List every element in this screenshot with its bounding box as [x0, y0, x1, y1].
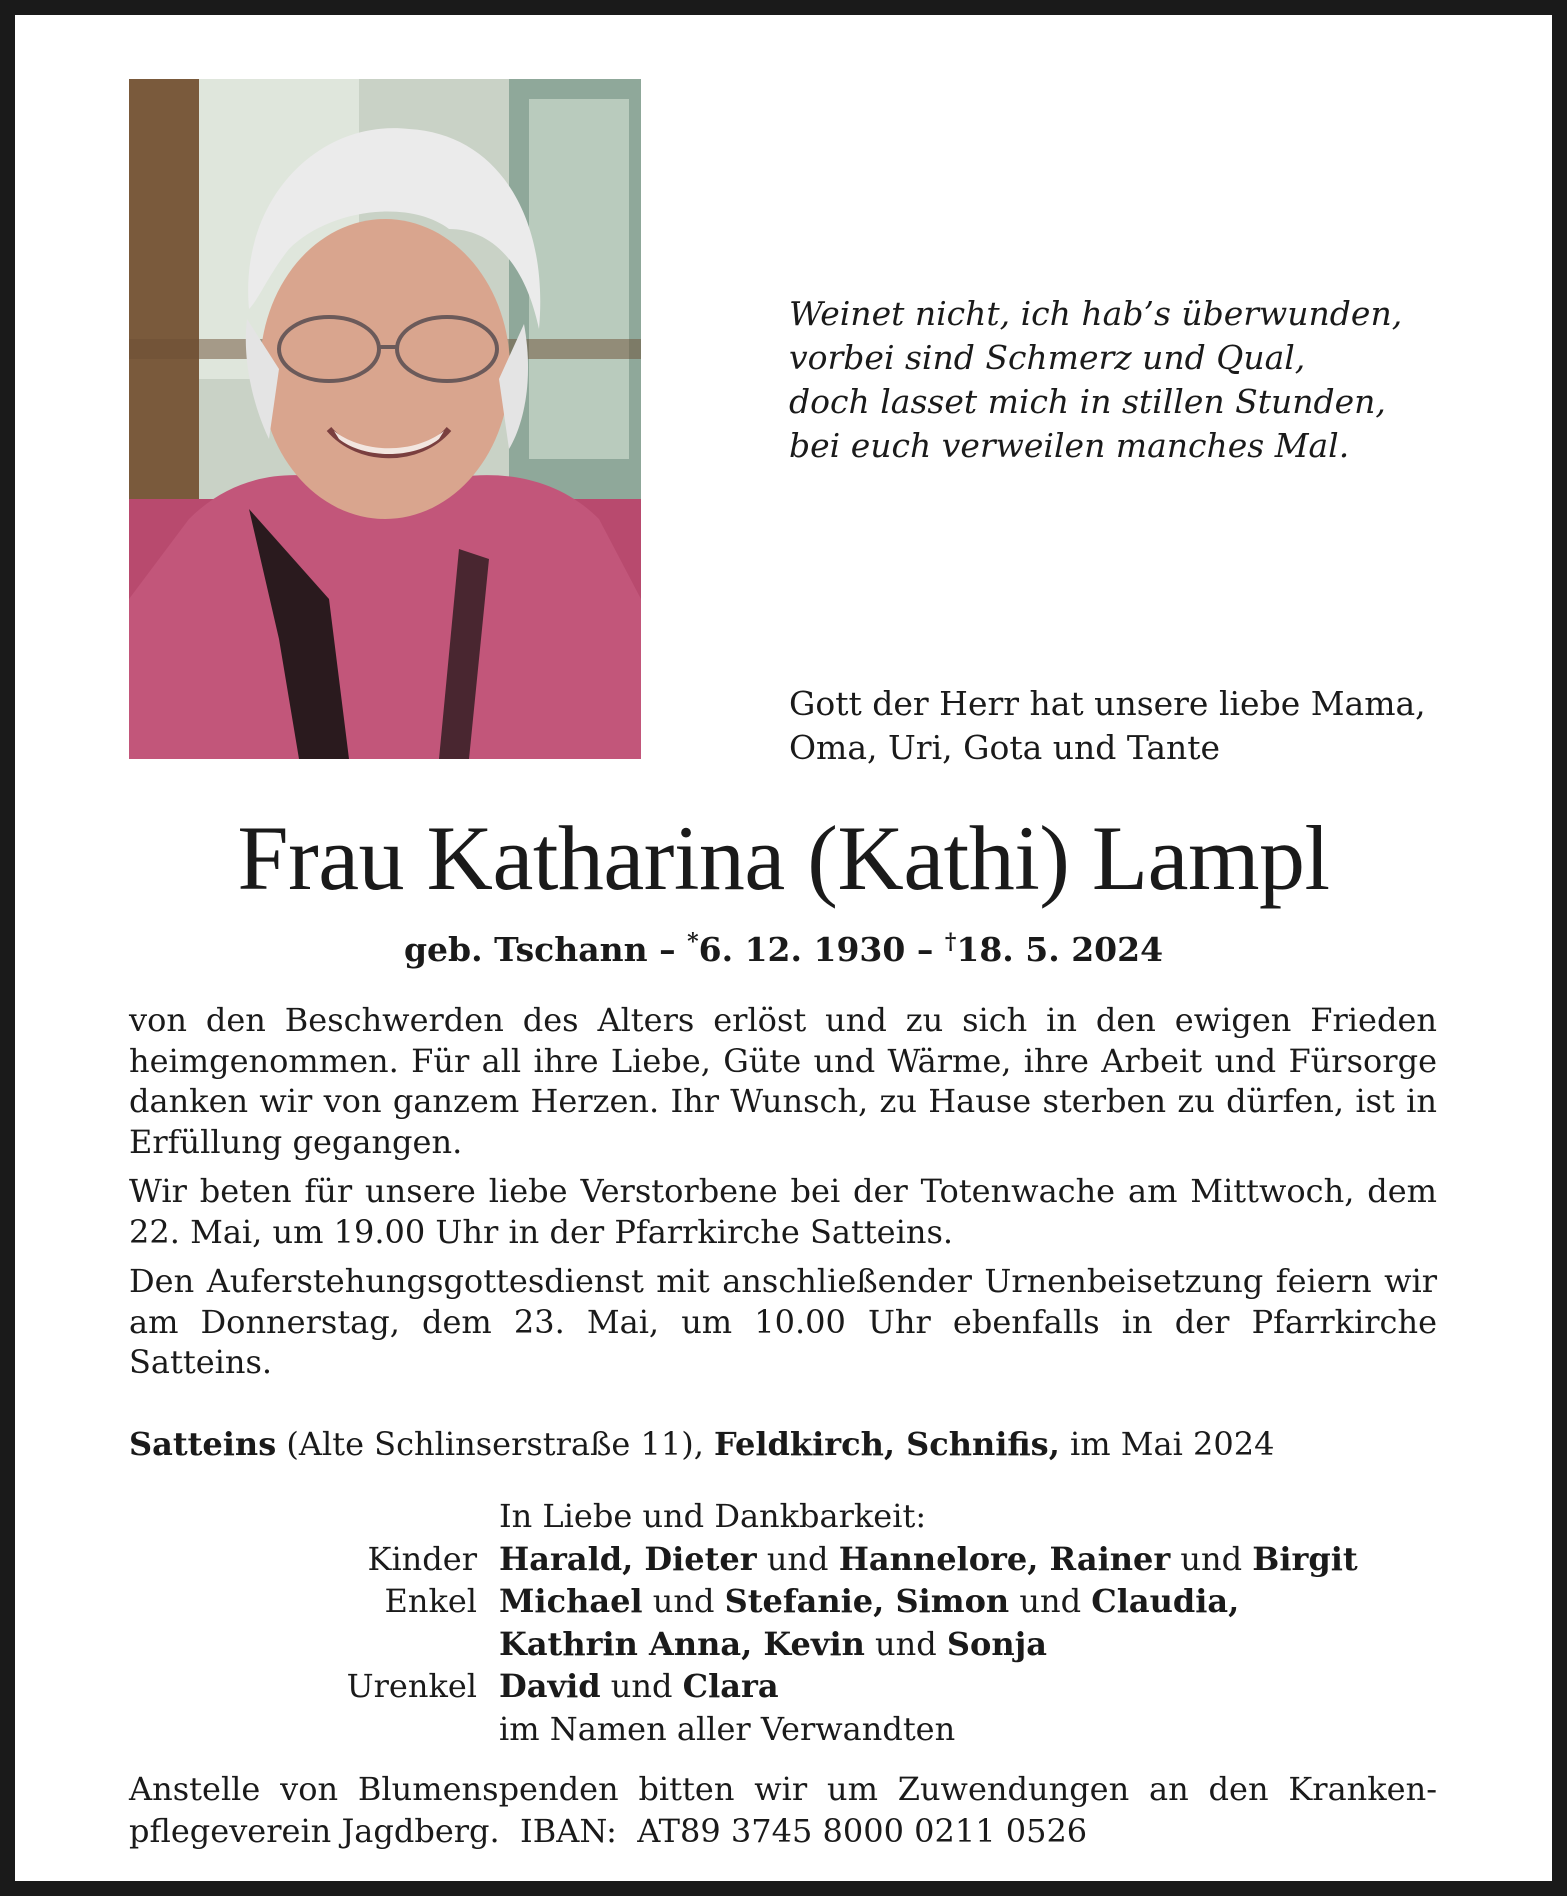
signer-names: Hannelore, Rainer [838, 1539, 1171, 1578]
conjunction: und [1019, 1582, 1082, 1620]
paragraph: von den Beschwerden des Alters erlöst und zu sich in den ewigen Frieden heimgenommen. Für all ihre Liebe, Güte und Wärme, ihre Arbeit und Fürsorge danken wir von ganzem Herzen. Ihr Wunsch, zu Hause sterben zu dürfen, ist in Erfüllung gegangen. [129, 1001, 1437, 1161]
portrait-image [129, 79, 641, 759]
signer-names: Harald, Dieter [499, 1539, 757, 1578]
poem-line: doch lasset mich in stillen Stunden, [789, 382, 1386, 421]
place-date-line [129, 1423, 1437, 1465]
relation-label: Urenkel [346, 1667, 477, 1705]
relation-label: Enkel [384, 1582, 477, 1620]
intro-line: Oma, Uri, Gota und Tante [789, 728, 1221, 767]
signer-names: David [499, 1667, 601, 1705]
conjunction: und [610, 1667, 673, 1705]
death-symbol: † [944, 929, 957, 955]
signature-row-urenkel [129, 1665, 1437, 1708]
signatures [129, 1495, 1437, 1750]
death-date: 18. 5. 2024 [956, 930, 1164, 969]
deceased-name: Frau Katharina (Kathi) Lampl [237, 807, 1330, 909]
signatures-closing: im Namen aller Verwandten [499, 1709, 956, 1748]
portrait-photo [129, 79, 641, 759]
signer-names: Clara [682, 1667, 779, 1705]
separator: – [659, 930, 676, 969]
signer-names: Claudia, [1091, 1582, 1240, 1620]
conjunction: und [652, 1582, 715, 1620]
donation-line-iban: pflegeverein Jagdberg. IBAN: AT89 3745 8000 0211 0526 [129, 1812, 1088, 1850]
signatures-heading: In Liebe und Dankbarkeit: [499, 1497, 927, 1535]
place-others: Feldkirch, Schnifis, [714, 1425, 1060, 1463]
donation-note [129, 1768, 1437, 1852]
maiden-name: geb. Tschann [403, 930, 648, 969]
intro-line: Gott der Herr hat unsere liebe Mama, [789, 684, 1426, 723]
signature-row-enkel-cont [129, 1623, 1437, 1666]
birth-date: 6. 12. 1930 [698, 930, 906, 969]
place-town: Satteins [129, 1425, 277, 1463]
notice-body [129, 1000, 1437, 1392]
conjunction: und [875, 1624, 937, 1663]
signature-row-kinder [129, 1538, 1437, 1581]
poem-line: vorbei sind Schmerz und Qual, [789, 338, 1306, 377]
intro-text [789, 682, 1489, 770]
signer-names: Kathrin Anna, Kevin [499, 1624, 865, 1663]
signature-row-enkel [129, 1580, 1437, 1623]
poem-line: bei euch verweilen manches Mal. [789, 426, 1350, 465]
paragraph: Den Auferstehungsgottesdienst mit anschließender Urnenbeisetzung feiern wir am Donnerstag, dem 23. Mai, um 10.00 Uhr ebenfalls in der Pfarrkirche Satteins. [129, 1262, 1437, 1381]
life-dates [0, 928, 1567, 972]
poem-line: Weinet nicht, ich hab’s überwunden, [789, 294, 1403, 333]
donation-line: Anstelle von Blumenspenden bitten wir um Zuwendungen an den Kranken- [129, 1770, 1437, 1808]
birth-symbol: * [687, 929, 699, 955]
signer-names: Sonja [946, 1624, 1047, 1663]
place-date: im Mai 2024 [1070, 1425, 1275, 1463]
relation-label: Kinder [367, 1539, 477, 1578]
paragraph: Wir beten für unsere liebe Verstorbene bei der Totenwache am Mittwoch, dem 22. Mai, um 19.00 Uhr in der Pfarrkirche Satteins. [129, 1172, 1437, 1251]
conjunction: und [1180, 1539, 1243, 1578]
conjunction: und [766, 1539, 829, 1578]
poem-verse [789, 292, 1489, 468]
separator: – [916, 930, 934, 969]
signer-names: Birgit [1252, 1539, 1358, 1578]
place-address: (Alte Schlinserstraße 11), [286, 1425, 704, 1463]
signer-names: Michael [499, 1582, 643, 1620]
signer-names: Stefanie, Simon [724, 1582, 1010, 1620]
